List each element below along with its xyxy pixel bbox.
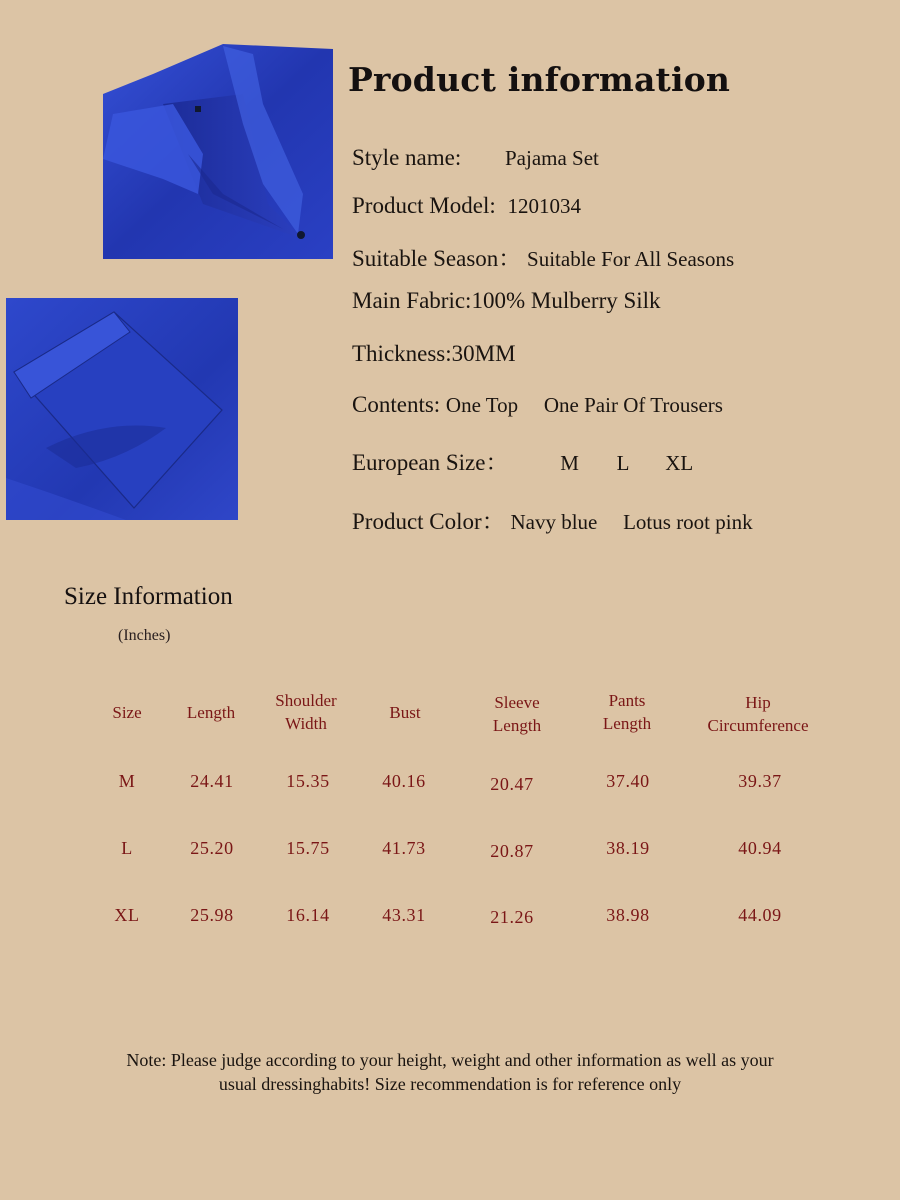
cell-hip-circumference: 40.94 [738,838,782,858]
cell-sleeve-length: 21.26 [490,907,534,927]
cell-size: M [118,771,136,791]
european-size-m: M [560,451,579,475]
thickness-value: 30MM [451,341,516,366]
note-line-1: Note: Please judge according to your height, weight and other information as well as your [126,1050,774,1070]
product-info-title: Product information [348,60,731,99]
pocket-image-icon [6,298,238,520]
col-header-hip-circumference: Hip Circumference [707,693,809,735]
contents-value-top: One Top [445,393,519,417]
size-unit-label: (Inches) [118,627,171,644]
style-name-value: Pajama Set [504,146,599,170]
contents-value-trousers: One Pair Of Trousers [543,393,723,417]
col-header-size: Size [112,703,142,722]
collar-image-icon [103,44,333,259]
pocket-photo [6,298,238,520]
cell-length: 25.98 [190,905,234,925]
main-fabric-row [352,288,661,314]
style-name-label: Style name: [352,145,462,170]
collar-photo [103,44,333,259]
suitable-season-value: Suitable For All Seasons [527,247,735,271]
product-color-navy: Navy blue [510,510,598,534]
cell-length: 24.41 [190,771,234,791]
suitable-season-row [352,240,734,273]
cell-pants-length: 38.98 [606,905,650,925]
col-header-pants-length: Pants Length [602,691,652,733]
thickness-row [352,341,516,367]
cell-bust: 40.16 [382,771,426,791]
thickness-label: Thickness: [352,341,452,366]
cell-shoulder-width: 15.35 [286,771,330,791]
product-color-row [352,503,753,536]
cell-pants-length: 38.19 [606,838,650,858]
cell-hip-circumference: 39.37 [738,771,782,791]
cell-size: XL [114,905,140,925]
cell-shoulder-width: 15.75 [286,838,330,858]
cell-bust: 43.31 [382,905,426,925]
size-info-title: Size Information [64,583,233,610]
cell-bust: 41.73 [382,838,426,858]
product-model-row [352,193,581,219]
european-size-l: L [616,451,630,475]
cell-sleeve-length: 20.87 [490,841,534,861]
col-header-bust: Bust [389,703,421,722]
size-note [40,1048,860,1096]
product-model-value: 1201034 [507,194,581,218]
main-fabric-value: 100% Mulberry Silk [471,288,661,313]
col-header-shoulder-width: Shoulder Width [275,691,337,733]
european-size-row [352,444,693,477]
suitable-season-label: Suitable Season： [352,246,522,271]
european-size-label: European Size： [352,450,509,475]
note-line-2: usual dressinghabits! Size recommendation is for reference only [218,1074,682,1094]
cell-shoulder-width: 16.14 [286,905,330,925]
main-fabric-label: Main Fabric: [352,288,472,313]
col-header-sleeve-length: Sleeve Length [492,693,542,735]
col-header-length: Length [186,703,236,722]
cell-sleeve-length: 20.47 [490,774,534,794]
cell-size: L [121,838,133,858]
contents-row [352,392,723,418]
style-name-row [352,145,599,171]
cell-length: 25.20 [190,838,234,858]
european-size-xl: XL [665,451,694,475]
contents-label: Contents: [352,392,441,417]
product-color-pink: Lotus root pink [623,510,753,534]
product-color-label: Product Color： [352,509,505,534]
product-model-label: Product Model: [352,193,496,218]
cell-hip-circumference: 44.09 [738,905,782,925]
cell-pants-length: 37.40 [606,771,650,791]
